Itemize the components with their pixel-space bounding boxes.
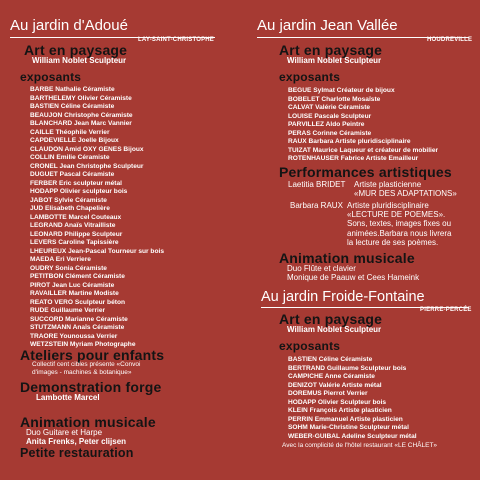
performance-line: la lecture de ses poèmes. (347, 237, 439, 247)
exposant-item: FERBER Eric sculpteur métal (30, 179, 122, 187)
musique-line-2: Monique de Paauw et Cees Hameink (287, 273, 420, 282)
exposant-item: HODAPP Olivier Sculpteur bois (288, 398, 387, 406)
exposant-item: RAUX Barbara Artiste pluridisciplinaire (288, 138, 411, 145)
exposants-heading: exposants (279, 339, 341, 353)
exposant-item: DENIZOT Valérie Artiste métal (288, 381, 382, 389)
exposants-heading: exposants (20, 70, 82, 84)
exposant-item: LEVERS Caroline Tapissière (30, 239, 119, 246)
exposant-item: PERRIN Emmanuel Artiste plasticien (288, 415, 403, 423)
exposants-heading: exposants (279, 70, 341, 84)
exposant-item: BARBE Nathalie Céramiste (30, 86, 115, 93)
ateliers-heading: Ateliers pour enfants (20, 347, 165, 363)
exposant-item: BOBELET Charlotte Mosaïste (288, 95, 381, 103)
demo-heading: Demonstration forge (20, 379, 162, 395)
garden-title-jean-vallee: Au jardin Jean Vallée (257, 17, 398, 34)
exposant-item: DOREMUS Pierrot Verrier (288, 390, 368, 397)
exposant-item: PARVILLEZ Aldo Peintre (288, 121, 365, 128)
performances-heading: Performances artistiques (279, 164, 452, 180)
performance-line: «LECTURE DE POEMES». (347, 210, 446, 220)
exposant-item: CALVAT Valérie Céramiste (288, 104, 371, 111)
footer-note: Avec la complicité de l'hôtel restaurant «LE CHÂLET» (282, 442, 438, 449)
exposant-item: KLEIN François Artiste plasticien (288, 407, 392, 414)
exposant-item: TUIZAT Maurice Laqueur et créateur de mobilier (288, 146, 439, 154)
exposant-item: BEAUJON Christophe Céramiste (30, 111, 133, 119)
exposant-item: STUTZMANN Anaïs Céramiste (30, 324, 125, 331)
performance-desc (354, 180, 480, 198)
performance-raux (290, 201, 480, 251)
art-artist: William Noblet Sculpteur (287, 56, 382, 65)
performance-line: animées.Barbara nous livrera (347, 228, 452, 238)
exposant-item: RAVAILLER Martine Modiste (30, 290, 119, 297)
exposant-item: CRONEL Jean Christophe Sculpteur (30, 162, 144, 170)
garden-title-adoue: Au jardin d'Adoué (10, 17, 128, 34)
demo-artist: Lambotte Marcel (36, 393, 100, 402)
performance-line: «MUR DES ADAPTATIONS» (354, 189, 457, 199)
exposant-item: CAMPICHE Anne Céramiste (288, 373, 375, 380)
musique-line-2: Anita Frenks, Peter clijsen (26, 437, 127, 446)
exposants-list (288, 356, 417, 441)
place-name: LAY-SAINT-CHRISTOPHE (138, 37, 215, 43)
ateliers-line-1: Collectif cent cibles présente «Convoi (32, 361, 141, 368)
exposant-item: LOUISE Pascale Sculpteur (288, 112, 372, 120)
musique-heading: Animation musicale (279, 250, 415, 266)
performance-line: Artiste pluridisciplinaire (347, 201, 429, 210)
art-heading: Art en paysage (24, 42, 128, 58)
exposant-item: CLAUDON Amid OXY GENES Bijoux (30, 145, 144, 153)
exposant-item: RUDE Guillaume Verrier (30, 307, 106, 314)
exposant-item: CAILLE Théophile Verrier (30, 128, 110, 136)
exposant-item: REATO VERO Sculpteur béton (30, 298, 126, 306)
performer-name: Laetitia BRIDET (288, 180, 346, 189)
musique-line-1: Duo Flûte et clavier (287, 264, 356, 273)
exposants-list (288, 87, 438, 164)
exposant-item: BLANCHARD Jean Marc Vannier (30, 120, 132, 127)
performance-desc (347, 201, 477, 247)
exposant-item: COLLIN Emilie Céramiste (30, 154, 110, 161)
exposant-item: OUDRY Sonia Céramiste (30, 264, 107, 272)
exposants-list (30, 86, 164, 350)
exposant-item: MAEDA Eri Verriere (30, 256, 91, 263)
exposant-item: WEBER-GUIBAL Adeline Sculpteur métal (288, 432, 417, 440)
exposant-item: LAMBOTTE Marcel Couteaux (30, 213, 122, 221)
ateliers-line-2: d'images - machines & botanique» (32, 369, 132, 376)
exposant-item: BEGUE Sylmat Créateur de bijoux (288, 87, 395, 94)
place-name: PIERRE-PERCÉE (420, 307, 472, 313)
exposant-item: LEGRAND Anaïs Vitrailliste (30, 222, 116, 229)
exposant-item: BARTHELEMY Olivier Céramiste (30, 94, 132, 102)
art-heading: Art en paysage (279, 42, 383, 58)
exposant-item: WETZSTEIN Myriam Photographe (30, 341, 136, 348)
musique-line-1: Duo Guitare et Harpe (26, 428, 103, 437)
exposant-item: SOHM Marie-Christine Sculpteur métal (288, 424, 409, 431)
exposant-item: PERAS Corinne Céramiste (288, 129, 372, 137)
exposant-item: BASTIEN Céline Céramiste (30, 103, 115, 110)
performance-line: Sons, textes, images fixes ou (347, 219, 452, 229)
performer-name: Barbara RAUX (290, 201, 343, 210)
exposant-item: PETITBON Clément Céramiste (30, 273, 125, 280)
exposant-item: JUD Elisabeth Chapelière (30, 205, 110, 212)
restauration-heading: Petite restauration (20, 446, 134, 460)
exposant-item: LEONARD Philippe Sculpteur (30, 230, 123, 238)
exposant-item: CAPDEVIELLE Joelle Bijoux (30, 137, 119, 144)
exposant-item: SUCCORD Marianne Céramiste (30, 315, 128, 323)
performance-line: Artiste plasticienne (354, 180, 422, 189)
garden-title-froide-fontaine: Au jardin Froide-Fontaine (261, 289, 425, 305)
exposant-item: ROTENHAUSER Fabrice Artiste Emailleur (288, 155, 419, 162)
exposant-item: LHEUREUX Jean-Pascal Tourneur sur bois (30, 247, 164, 255)
art-heading: Art en paysage (279, 311, 383, 327)
exposant-item: TRAORE Younoussa Verrier (30, 332, 118, 340)
exposant-item: JABOT Sylvie Céramiste (30, 196, 107, 204)
art-artist: William Noblet Sculpteur (287, 325, 382, 334)
exposant-item: BASTIEN Céline Céramiste (288, 356, 373, 363)
exposant-item: DUGUET Pascal Céramiste (30, 171, 115, 178)
art-artist: William Noblet Sculpteur (32, 56, 127, 65)
place-name: HOUDREVILLE (427, 37, 473, 43)
exposant-item: BERTRAND Guillaume Sculpteur bois (288, 364, 407, 372)
exposant-item: HODAPP Olivier sculpteur bois (30, 188, 128, 195)
exposant-item: PIROT Jean Luc Céramiste (30, 281, 115, 289)
performance-bridet (288, 180, 478, 202)
musique-heading: Animation musicale (20, 414, 156, 430)
